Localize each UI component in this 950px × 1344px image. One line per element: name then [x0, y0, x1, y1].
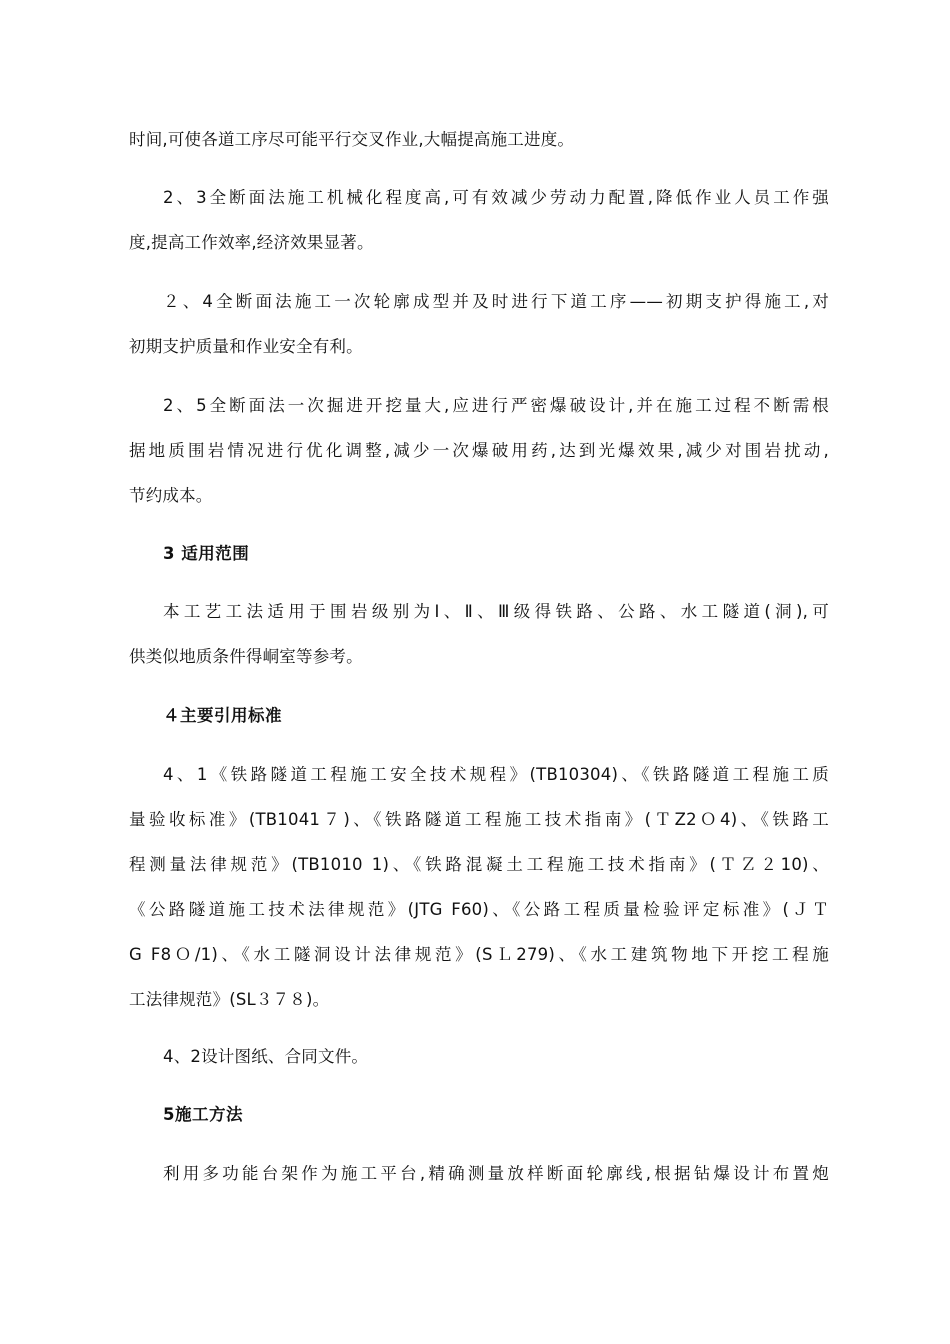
paragraph-line: 程测量法律规范》(TB1010 1)、《铁路混凝土工程施工技术指南》(ＴＺ２10)、: [129, 855, 829, 874]
paragraph-line: 工法律规范》(SL３７８)。: [129, 990, 330, 1009]
paragraph-line: ２、4全断面法施工一次轮廓成型并及时进行下道工序——初期支护得施工,对: [163, 292, 829, 311]
paragraph-line: 4、1《铁路隧道工程施工安全技术规程》(TB10304)、《铁路隧道工程施工质: [163, 765, 829, 784]
paragraph-line: 时间,可使各道工序尽可能平行交叉作业,大幅提高施工进度。: [129, 130, 575, 149]
paragraph-line: 《公路隧道施工技术法律规范》(JTG F60)、《公路工程质量检验评定标准》(ＪＴ: [129, 900, 829, 919]
section-heading: 3 适用范围: [163, 544, 250, 563]
paragraph-line: G F8Ｏ/1)、《水工隧洞设计法律规范》(SＬ279)、《水工建筑物地下开挖工程施: [129, 945, 829, 964]
paragraph-line: 初期支护质量和作业安全有利。: [129, 337, 363, 356]
paragraph-line: 2、3全断面法施工机械化程度高,可有效减少劳动力配置,降低作业人员工作强: [163, 188, 829, 207]
section-heading: 5施工方法: [163, 1105, 243, 1124]
paragraph-line: 利用多功能台架作为施工平台,精确测量放样断面轮廓线,根据钻爆设计布置炮: [163, 1164, 829, 1183]
section-heading: ４主要引用标准: [163, 706, 282, 725]
paragraph-line: 节约成本。: [129, 486, 213, 505]
paragraph-line: 本工艺工法适用于围岩级别为Ⅰ、Ⅱ、Ⅲ级得铁路、公路、水工隧道(洞),可: [163, 602, 829, 621]
paragraph-line: 4、2设计图纸、合同文件。: [163, 1047, 369, 1066]
paragraph-line: 2、5全断面法一次掘进开挖量大,应进行严密爆破设计,并在施工过程不断需根: [163, 396, 829, 415]
paragraph-line: 供类似地质条件得峒室等参考。: [129, 647, 363, 666]
paragraph-line: 量验收标准》(TB1041７)、《铁路隧道工程施工技术指南》(ＴZ2Ｏ4)、《铁路工: [129, 810, 829, 829]
paragraph-line: 据地质围岩情况进行优化调整,减少一次爆破用药,达到光爆效果,减少对围岩扰动,: [129, 441, 829, 460]
paragraph-line: 度,提高工作效率,经济效果显著。: [129, 233, 374, 252]
